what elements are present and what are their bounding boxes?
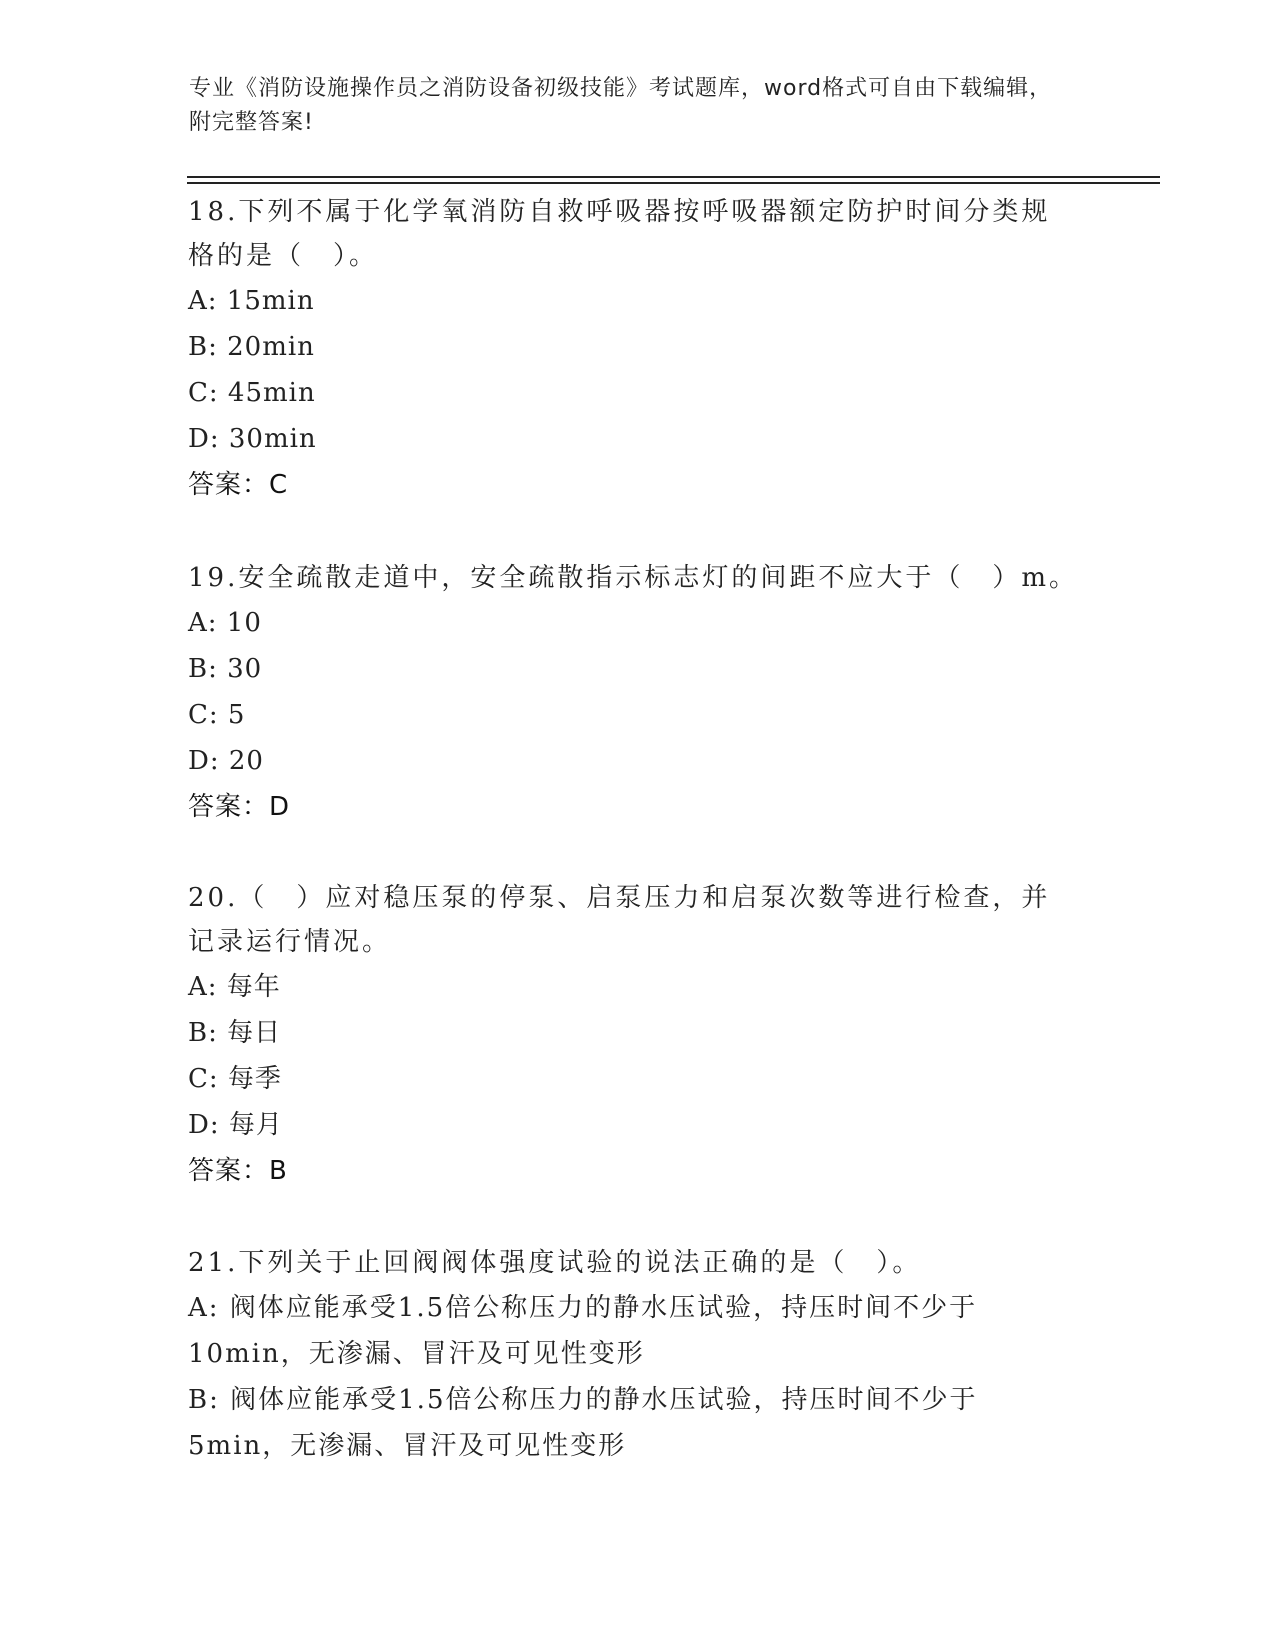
answer-text: 答案：C — [188, 470, 289, 500]
header-divider-top — [187, 176, 1160, 178]
question-19 — [188, 556, 1078, 830]
option-c: C: 45min — [188, 378, 316, 408]
question-text: 20.（ ）应对稳压泵的停泵、启泵压力和启泵次数等进行检查，并记录运行情况。 — [188, 883, 1051, 957]
question-21 — [188, 1241, 1078, 1469]
option-a: A: 每年 — [188, 972, 281, 1002]
option-c: C: 每季 — [188, 1064, 282, 1094]
option-d: D: 每月 — [188, 1110, 283, 1140]
option-b: B: 20min — [188, 332, 315, 362]
option-a: A: 15min — [188, 286, 315, 316]
option-c: C: 5 — [188, 700, 246, 730]
answer-text: 答案：D — [188, 792, 291, 822]
option-b: B: 每日 — [188, 1018, 282, 1048]
option-b: B: 30 — [188, 654, 263, 684]
question-18 — [188, 190, 1078, 508]
option-a: A: 阀体应能承受1.5倍公称压力的静水压试验，持压时间不少于10min，无渗漏、冒汗及可见性变形 — [188, 1293, 978, 1369]
option-b: B: 阀体应能承受1.5倍公称压力的静水压试验，持压时间不少于5min，无渗漏、冒汗及可见性变形 — [188, 1385, 978, 1461]
answer-text: 答案：B — [188, 1156, 288, 1186]
option-d: D: 20 — [188, 746, 264, 776]
question-text: 21.下列关于止回阀阀体强度试验的说法正确的是（ ）。 — [188, 1248, 922, 1278]
question-text: 19.安全疏散走道中，安全疏散指示标志灯的间距不应大于（ ）m。 — [188, 563, 1079, 593]
question-20 — [188, 876, 1078, 1194]
option-a: A: 10 — [188, 608, 262, 638]
document-header: 专业《消防设施操作员之消防设备初级技能》考试题库，word格式可自由下载编辑，附完整答案! — [189, 76, 1053, 135]
header-divider-bottom — [187, 182, 1160, 184]
option-d: D: 30min — [188, 424, 317, 454]
question-text: 18.下列不属于化学氧消防自救呼吸器按呼吸器额定防护时间分类规格的是（ ）。 — [188, 197, 1051, 271]
